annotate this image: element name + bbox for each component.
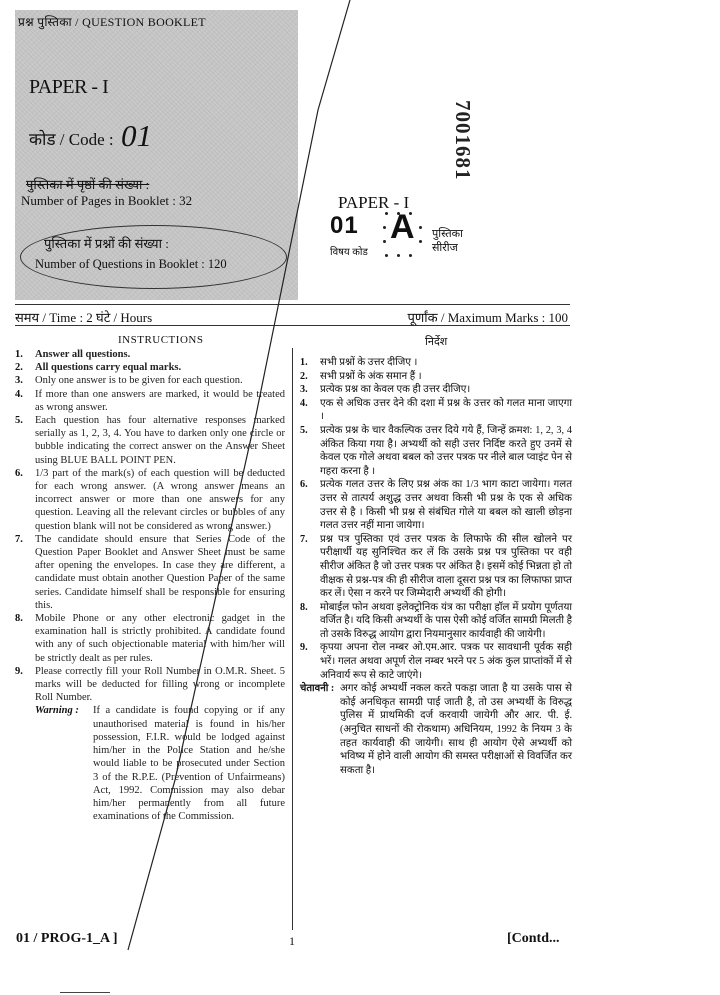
list-item — [300, 424, 572, 478]
item-text: Answer all questions. — [35, 349, 131, 360]
item-number: 1. — [15, 349, 23, 360]
list-item — [15, 414, 285, 467]
item-number: 5. — [15, 415, 23, 427]
list-item — [15, 361, 285, 374]
item-text: 1/3 part of the mark(s) of each question will be deducted for each wrong answer. (A wrong answer means an incorrect answer or more than one answers for any question. Leaving all the relevant circles or bubbles of any question blank will not be considered as wrong answer.) — [35, 467, 285, 532]
list-item — [300, 356, 572, 370]
list-item — [15, 348, 285, 361]
chetavani-block — [300, 682, 572, 777]
question-count-hindi: पुस्तिका में प्रश्नों की संख्या : — [44, 236, 169, 251]
list-item — [300, 383, 572, 397]
list-item — [300, 397, 572, 424]
series-hindi-label: सीरीज — [432, 242, 458, 254]
item-text: Only one answer is to be given for each question. — [35, 375, 243, 387]
item-number: 2. — [15, 362, 23, 374]
item-number: 3. — [300, 384, 308, 396]
pages-label-english: Number of Pages in Booklet : 32 — [21, 193, 193, 208]
item-text: The candidate should ensure that Series Code of the Question Paper Booklet and Answer Sheet must be same after opening the envelopes. In case they are different, a candidate must obtain another Question Paper of the same series. Candidate himself shall be responsible for ensuring this. — [35, 533, 285, 611]
booklet-hindi-label: पुस्तिका — [432, 228, 463, 240]
item-text: मोबाईल फोन अथवा इलेक्ट्रोनिक यंत्र का परीक्षा हॉल में प्रयोग पूर्णतया वर्जित है। यदि किसी अभ्यर्थी के पास ऐसी कोई वर्जित सामग्री मिलती है तो उसके विरुद्ध आयोग द्वारा नियमानुसार कार्यवाही की जायेगी। — [320, 601, 572, 640]
item-text: सभी प्रश्नों के उत्तर दीजिए । — [320, 357, 418, 368]
hindi-instructions-list — [300, 356, 572, 777]
item-number: 6. — [300, 479, 308, 491]
time-text: समय / Time : 2 घंटे / Hours — [15, 310, 153, 325]
item-number: 8. — [15, 613, 23, 625]
item-text: All questions carry equal marks. — [35, 362, 182, 374]
item-text: एक से अधिक उत्तर देने की दशा में प्रश्न के उत्तर को गलत माना जाएगा । — [320, 397, 572, 423]
item-number: 7. — [15, 533, 23, 545]
item-number: 3. — [15, 375, 23, 387]
nirdesh-heading: निर्देश — [425, 336, 448, 348]
item-text: कृपया अपना रोल नम्बर ओ.एम.आर. पत्रक पर सावधानी पूर्वक सही भरें। गलत अथवा अपूर्ण रोल नम्बर भरने पर 5 अंक कुल प्राप्तांकों में से अनिवार्य रूप से काटे जाएंगे। — [320, 642, 572, 681]
list-item — [15, 612, 285, 665]
list-item — [15, 665, 285, 705]
item-number: 4. — [15, 388, 23, 400]
footer-rule — [60, 992, 110, 993]
list-item — [300, 641, 572, 682]
page-number: 1 — [289, 934, 295, 948]
item-number: 9. — [15, 665, 23, 677]
booklet-header-block — [15, 10, 298, 300]
serial-number: 7001681 — [451, 100, 475, 181]
warning-block — [15, 704, 285, 823]
item-text: प्रत्येक गलत उत्तर के लिए प्रश्न अंक का 1/3 भाग काटा जायेगा। गलत उत्तर से तात्पर्य अशुद्ध उत्तर अथवा किसी भी प्रश्न के एक से अधिक उत्तर से है । किसी भी प्रश्न से संबंधित गोले या बबल को खाली छोड़ना गलत उत्तर नहीं माना जायेगा। — [320, 479, 572, 532]
max-marks-text: पूर्णांक / Maximum Marks : 100 — [407, 310, 568, 325]
item-number: 1. — [300, 357, 308, 368]
english-instructions-list — [15, 348, 285, 823]
list-item — [300, 478, 572, 532]
booklet-label: प्रश्न पुस्तिका / QUESTION BOOKLET — [18, 15, 206, 29]
item-text: सभी प्रश्नों के अंक समान हैं । — [320, 370, 422, 382]
item-number: 6. — [15, 467, 23, 479]
item-text: प्रश्न पत्र पुस्तिका एवं उत्तर पत्रक के लिफाफे की सील खोलने पर परीक्षार्थी यह सुनिश्चित कर लें कि उसके प्रश्न पत्र पुस्तिका पर वही सीरीज अंकित है जो उत्तर पत्रक पर अंकित है। इसमें कोई भिन्नता हो तो वीक्षक से प्रश्न-पत्र की ही सीरीज वाला दूसरा प्रश्न पत्र का लिफाफा प्राप्त कर लें। ऐसा न करने पर जिम्मेदारी अभ्यर्थी की होगी। — [320, 533, 572, 600]
item-number: 2. — [300, 370, 308, 382]
item-number: 7. — [300, 533, 308, 545]
instructions-heading: INSTRUCTIONS — [118, 334, 204, 346]
chetavani-label: चेतावनी : — [300, 683, 335, 695]
warning-text: If a candidate is found copying or if any unauthorised material is found in his/her possession, F.I.R. would be lodged against him/her in the Police Station and he/she would liable to be prosecuted under Section 3 of the R.P.E. (Prevention of Unfairmeans) Act, 1992. Commission may also debar him/her permanently from all future examinations of the Commission. — [93, 705, 285, 823]
item-text: प्रत्येक प्रश्न के चार वैकल्पिक उत्तर दिये गये हैं, जिन्हें क्रमश: 1, 2, 3, 4 अंकित किया गया है। अभ्यर्थी को सही उत्तर निर्दिष्ट करते हुए उनमें से केवल एक गोले अथवा बबल को उत्तर पत्रक पर नीले बाल प्वाइंट पेन से गहरा करना है । — [320, 424, 572, 477]
item-text: प्रत्येक प्रश्न का केवल एक ही उत्तर दीजिए। — [320, 384, 471, 396]
item-text: Mobile Phone or any other electronic gadget in the examination hall is strictly prohibited. A candidate found with any of such objectionable material with him/her will be strictly dealt as per rules. — [35, 613, 285, 664]
question-count-english: Number of Questions in Booklet : 120 — [35, 257, 227, 271]
item-number: 8. — [300, 601, 308, 613]
footer-booklet-code: 01 / PROG-1_A ] — [16, 931, 118, 946]
list-item — [300, 370, 572, 384]
code-value: 01 — [121, 118, 152, 153]
list-item — [15, 374, 285, 387]
chetavani-text: अगर कोई अभ्यर्थी नकल करते पकड़ा जाता है या उसके पास से कोई अनधिकृत सामग्री पाई जाती है, तो उस अभ्यर्थी के विरुद्ध पुलिस में प्राथमिकी दर्ज करवायी जायेगी और आर. पी. ई. (अनुचित साधनों की रोकथाम) अधिनियम, 1992 के नियम 3 के तहत कार्यवाही की जायेगी। साथ ही आयोग ऐसे अभ्यर्थी को भविष्य में होने वाली आयोग की समस्त परीक्षाओं से विवर्जित कर सकता है। — [340, 683, 572, 776]
item-number: 9. — [300, 642, 308, 654]
paper-set-title: PAPER - I — [338, 193, 410, 212]
subject-code-label: विषय कोड — [330, 247, 368, 258]
list-item — [300, 601, 572, 642]
code-label: कोड / Code : — [29, 130, 114, 149]
time-marks-bar — [15, 304, 570, 326]
series-letter: A — [390, 208, 415, 246]
item-text: If more than one answers are marked, it would be treated as wrong answer. — [35, 388, 285, 413]
warning-label: Warning : — [35, 705, 79, 717]
item-number: 5. — [300, 424, 308, 436]
paper-title: PAPER - I — [29, 76, 109, 98]
paper-set-code: 01 — [330, 212, 359, 239]
list-item — [15, 467, 285, 533]
list-item — [15, 388, 285, 414]
list-item — [15, 533, 285, 612]
continued-label: [Contd... — [507, 931, 560, 946]
item-text: Each question has four alternative responses marked serially as 1, 2, 3, 4. You have to darken only one circle or bubble indicating the correct answer on the Answer Sheet using BLUE BALL POINT PEN. — [35, 415, 285, 466]
pages-label-hindi: पुस्तिका में पृष्ठों की संख्या : — [26, 177, 150, 192]
item-number: 4. — [300, 397, 308, 409]
list-item — [300, 533, 572, 601]
column-divider — [292, 348, 293, 930]
item-text: Please correctly fill your Roll Number in O.M.R. Sheet. 5 marks will be deducted for filling wrong or incomplete Roll Number. — [35, 665, 285, 704]
